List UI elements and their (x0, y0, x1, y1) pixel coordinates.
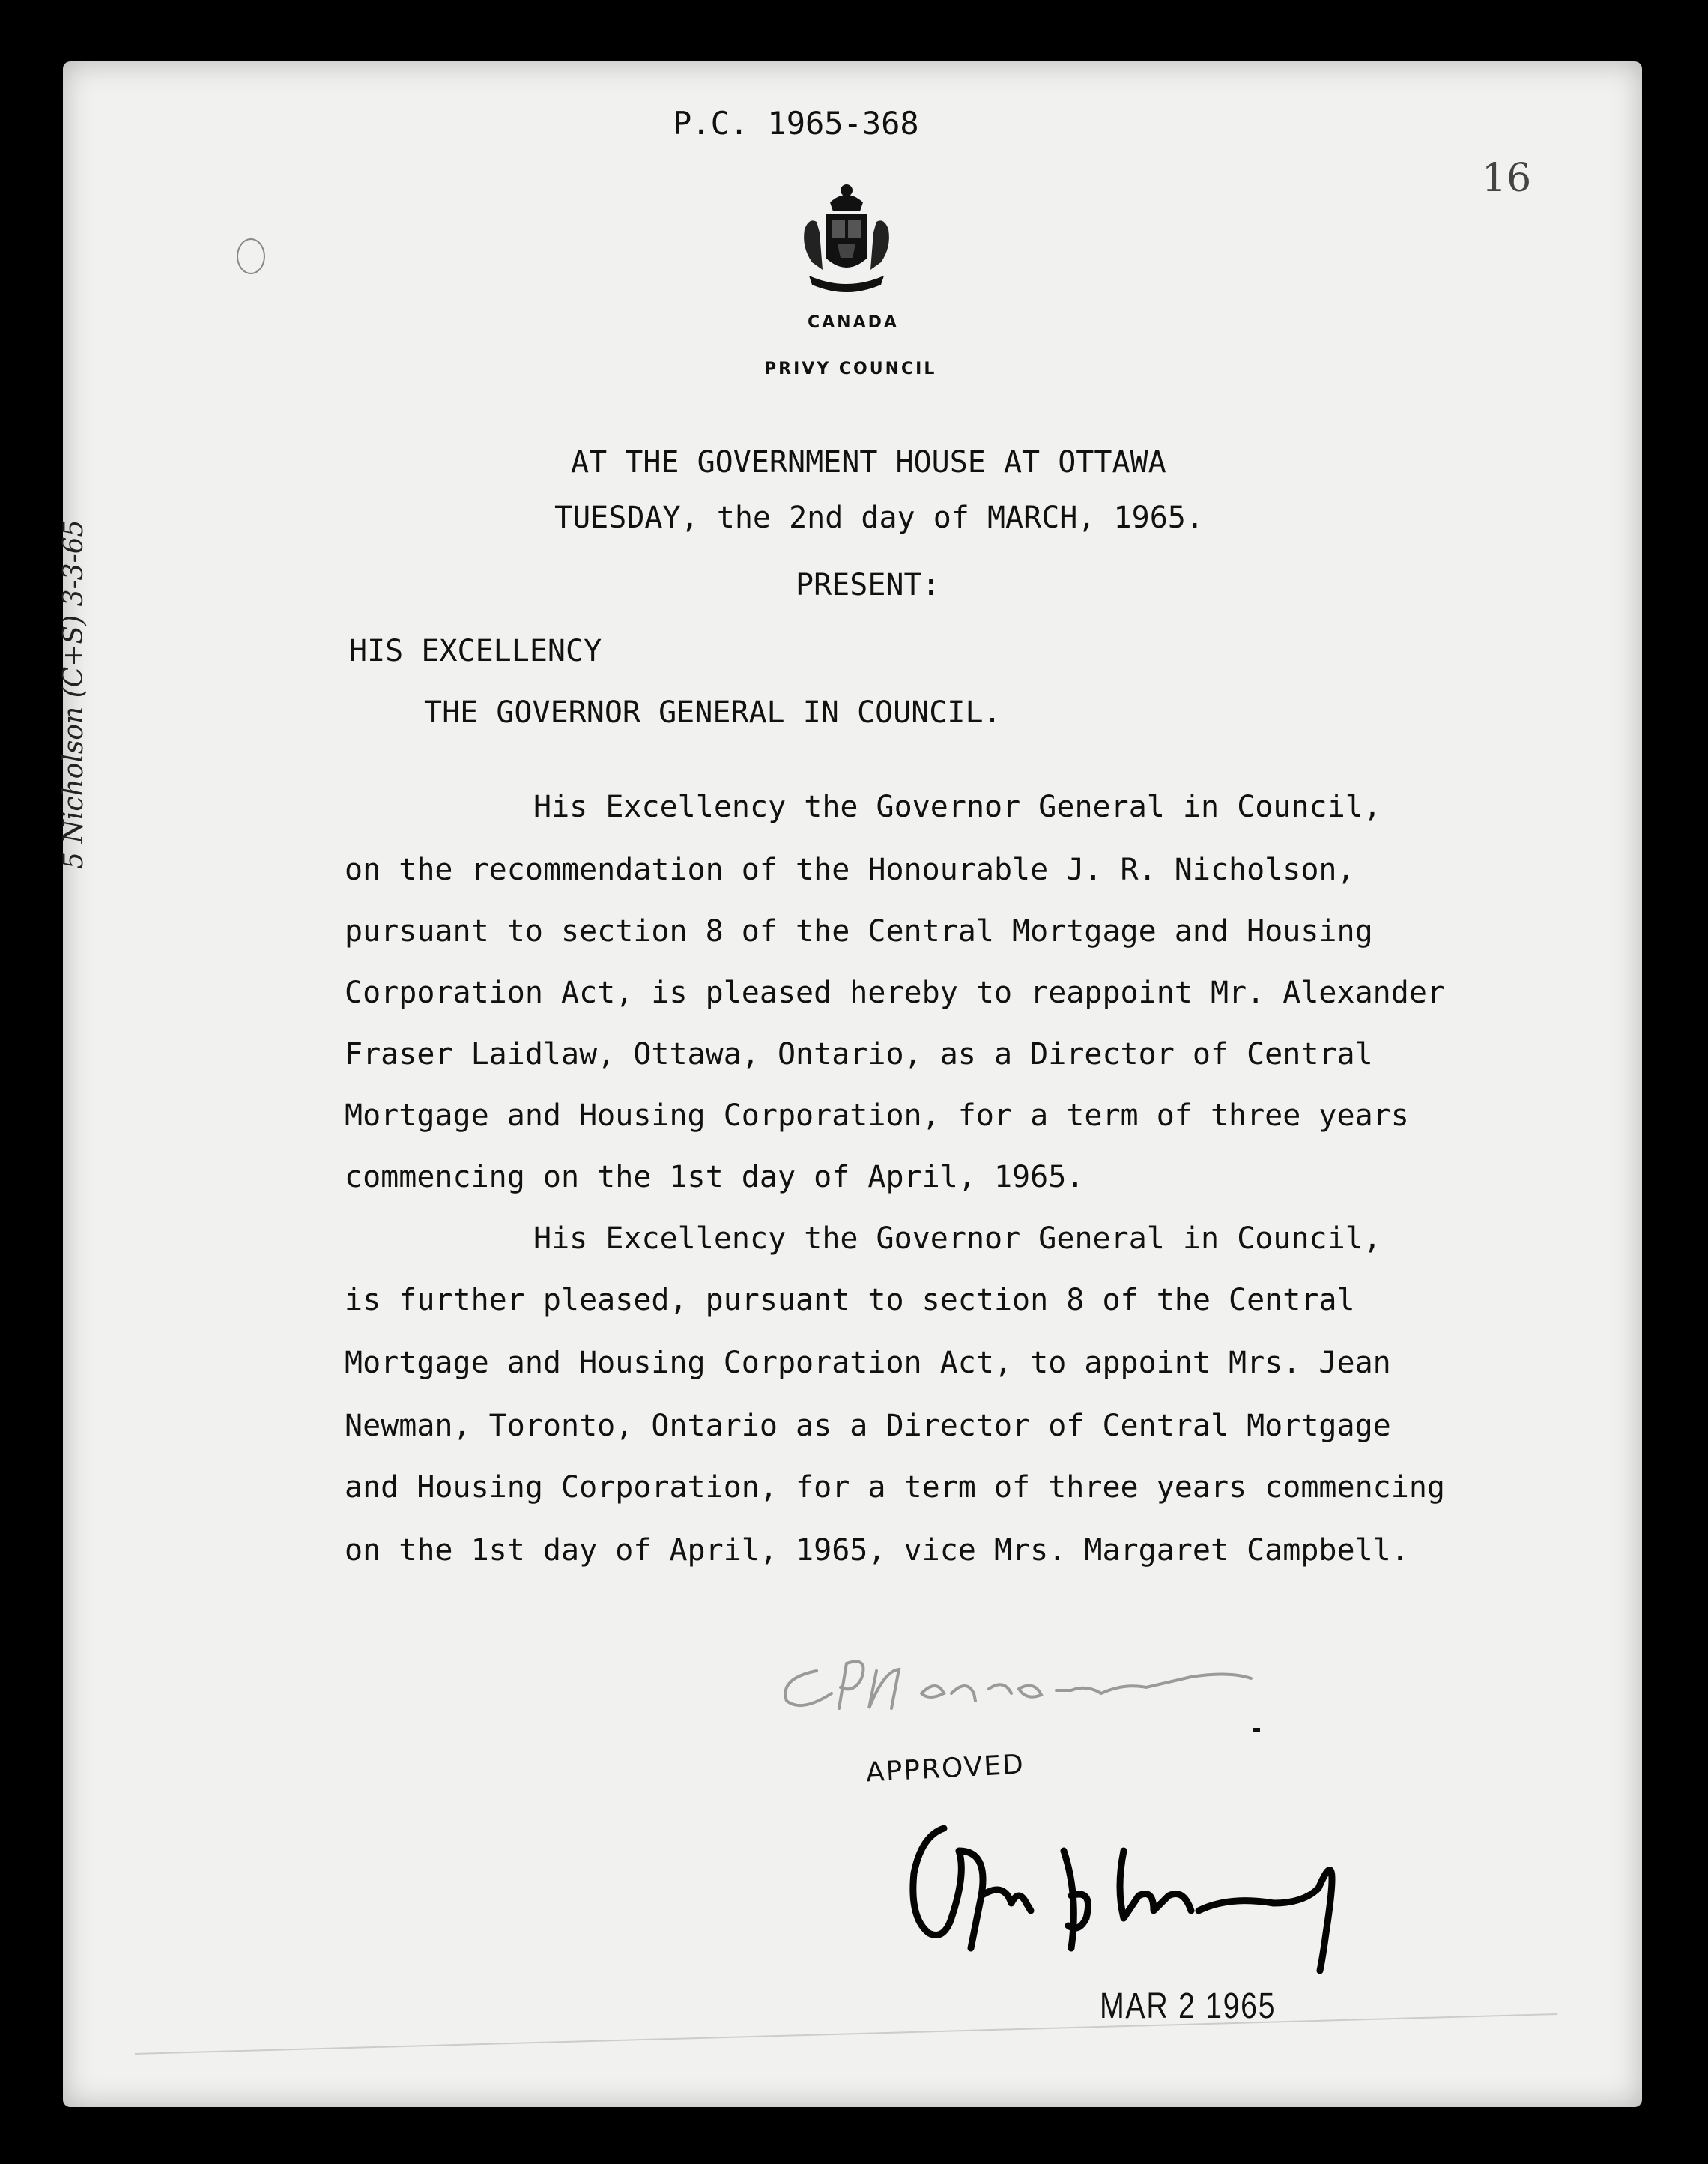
meeting-location: AT THE GOVERNMENT HOUSE AT OTTAWA (571, 445, 1166, 480)
paragraph1-line: Fraser Laidlaw, Ottawa, Ontario, as a Director of Central (345, 1037, 1373, 1072)
present-label: PRESENT: (796, 568, 940, 602)
paragraph2-line: His Excellency the Governor General in Council, (533, 1221, 1381, 1256)
paragraph1-line: Corporation Act, is pleased hereby to reappoint Mr. Alexander (345, 976, 1446, 1010)
privy-council-label: PRIVY COUNCIL (764, 360, 937, 378)
governor-general-signature (899, 1806, 1378, 1986)
coat-of-arms-icon (794, 180, 899, 300)
paragraph1-line: commencing on the 1st day of April, 1965. (345, 1160, 1085, 1194)
prime-minister-signature (772, 1641, 1281, 1723)
paragraph2-line: and Housing Corporation, for a term of three years commencing (345, 1470, 1446, 1505)
paragraph2-line: is further pleased, pursuant to section 8 of the Central (345, 1283, 1355, 1317)
punch-hole (237, 238, 265, 274)
presence-line-1: HIS EXCELLENCY (349, 634, 602, 668)
paragraph1-line: on the recommendation of the Honourable J. R. Nicholson, (345, 853, 1355, 887)
presence-line-2: THE GOVERNOR GENERAL IN COUNCIL. (424, 695, 1002, 730)
paragraph2-line: on the 1st day of April, 1965, vice Mrs. Margaret Campbell. (345, 1533, 1409, 1568)
ink-dot (1253, 1728, 1260, 1732)
paragraph2-line: Newman, Toronto, Ontario as a Director of Central Mortgage (345, 1409, 1391, 1443)
margin-annotation: 5 Nicholson (C+S) 3-3-65 (58, 519, 89, 869)
country-label: CANADA (808, 313, 899, 332)
meeting-date: TUESDAY, the 2nd day of MARCH, 1965. (554, 501, 1204, 535)
order-number: P.C. 1965-368 (673, 105, 919, 142)
approved-label: APPROVED (865, 1749, 1026, 1789)
approval-date-stamp: MAR 2 1965 (1100, 1986, 1277, 2026)
paragraph1-line: His Excellency the Governor General in Council, (533, 790, 1381, 824)
paragraph2-line: Mortgage and Housing Corporation Act, to appoint Mrs. Jean (345, 1346, 1391, 1380)
page-number: 16 (1482, 156, 1532, 201)
paragraph1-line: pursuant to section 8 of the Central Mortgage and Housing (345, 914, 1373, 949)
paragraph1-line: Mortgage and Housing Corporation, for a term of three years (345, 1098, 1409, 1133)
